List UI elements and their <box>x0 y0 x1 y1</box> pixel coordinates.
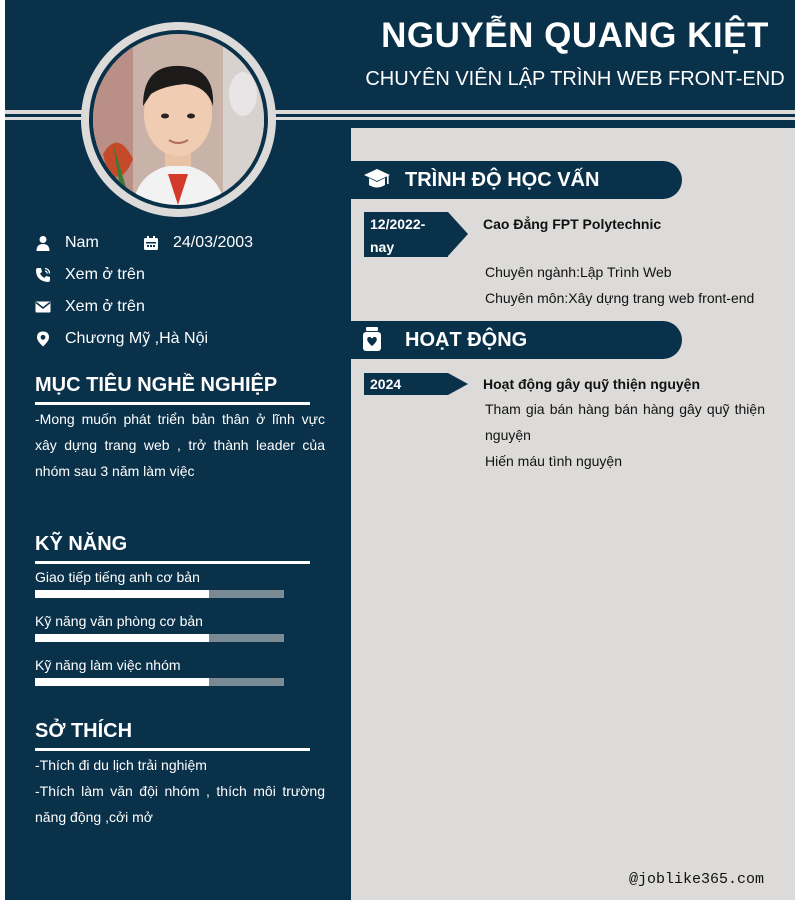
skill-bar <box>35 678 284 686</box>
cv-page <box>5 0 795 900</box>
skill-bar <box>35 634 284 642</box>
avatar-portrait <box>93 34 264 205</box>
gender-row <box>35 234 99 252</box>
location-pin-icon <box>35 331 51 347</box>
hobbies-underline <box>35 748 310 751</box>
education-date-line1: 12/2022- <box>370 216 426 232</box>
address-row <box>35 330 208 348</box>
skill-label: Kỹ năng văn phòng cơ bản <box>35 613 203 629</box>
phone-value: Xem ở trên <box>65 266 145 283</box>
skill-bar <box>35 590 284 598</box>
skill-label: Giao tiếp tiếng anh cơ bản <box>35 569 200 585</box>
activity-year-arrow <box>448 373 468 395</box>
objective-heading: MỤC TIÊU NGHỀ NGHIỆP <box>35 374 278 396</box>
school-name: Cao Đẳng FPT Polytechnic <box>483 216 662 232</box>
calendar-icon <box>143 235 159 251</box>
objective-text: -Mong muốn phát triển bản thân ở lĩnh vực xây dựng trang web , trở thành leader của nhóm sau 3 năm làm việc <box>35 411 325 479</box>
graduation-cap-icon <box>363 167 391 193</box>
skills-heading: KỸ NĂNG <box>35 533 128 555</box>
education-date-tag <box>364 212 448 257</box>
education-heading: TRÌNH ĐỘ HỌC VẤN <box>405 169 600 191</box>
phone-icon <box>35 267 51 283</box>
activity-name: Hoạt động gây quỹ thiện nguyện <box>483 376 700 392</box>
birthday-value: 24/03/2003 <box>173 234 254 251</box>
education-specialty: Chuyên môn:Xây dựng trang web front-end <box>485 290 755 306</box>
hobbies-heading: SỞ THÍCH <box>35 720 133 742</box>
education-date-arrow <box>448 212 468 256</box>
gender-value: Nam <box>65 234 99 251</box>
email-value: Xem ở trên <box>65 298 145 315</box>
skill-bar-fill <box>35 678 209 686</box>
skills-underline <box>35 561 310 564</box>
birthday-row <box>143 234 253 252</box>
skill-bar-fill <box>35 634 209 642</box>
activities-heading: HOẠT ĐỘNG <box>405 329 528 351</box>
medal-heart-icon <box>362 326 382 352</box>
envelope-icon <box>35 299 51 315</box>
watermark: @joblike365.com <box>629 871 765 888</box>
education-date-line2: nay <box>370 239 395 255</box>
address-value: Chương Mỹ ,Hà Nội <box>65 330 209 347</box>
activity-detail: Hiến máu tình nguyện <box>485 453 622 469</box>
skill-bar-fill <box>35 590 209 598</box>
activity-detail: Tham gia bán hàng bán hàng gây quỹ thiện nguyện <box>485 401 765 443</box>
hobby-item: -Thích đi du lịch trải nghiệm <box>35 757 207 773</box>
hobby-item: -Thích làm văn đội nhóm , thích môi trường năng động ,cởi mở <box>35 783 325 825</box>
education-major: Chuyên ngành:Lập Trình Web <box>485 264 672 280</box>
activity-year: 2024 <box>370 376 402 392</box>
email-row <box>35 298 145 316</box>
candidate-name: NGUYỄN QUANG KIỆT <box>381 16 769 55</box>
activity-year-tag <box>364 373 448 395</box>
objective-underline <box>35 402 310 405</box>
job-title: CHUYÊN VIÊN LẬP TRÌNH WEB FRONT-END <box>365 68 785 90</box>
skill-label: Kỹ năng làm việc nhóm <box>35 657 181 673</box>
phone-row <box>35 266 145 284</box>
user-icon <box>35 235 51 251</box>
avatar <box>93 34 264 205</box>
